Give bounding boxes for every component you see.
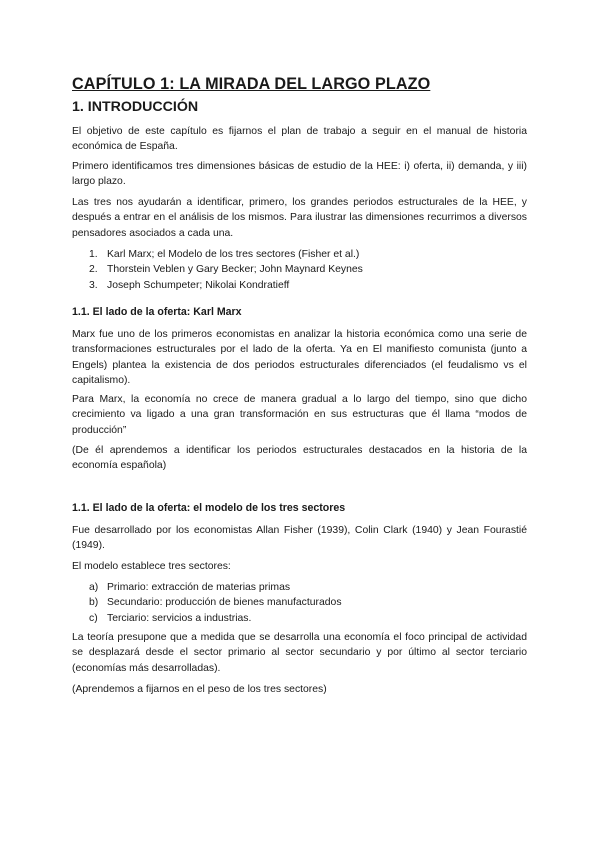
sectors-list [72,580,527,626]
list-marker: c) [89,612,98,624]
list-item-text: Terciario: servicios a industrias. [107,612,252,624]
list-marker: a) [89,582,99,593]
sectors-paragraph: El modelo establece tres sectores: [72,561,231,572]
list-item-text: Joseph Schumpeter; Nikolai Kondratieff [107,279,290,291]
marx-paragraph: Para Marx, la economía no crece de manera gradual a lo largo del tiempo, sino que dicho crecimiento va ligado a una gran transformación en sus estructuras que él llama “modos de producción” [72,394,527,436]
subsection-title-marx: 1.1. El lado de la oferta: Karl Marx [72,306,242,318]
thinkers-list [72,247,527,293]
list-item [72,580,527,595]
list-item-text: Secundario: producción de bienes manufacturados [107,597,342,609]
list-marker: 1. [89,249,98,260]
intro-paragraph: Las tres nos ayudarán a identificar, primero, los grandes periodos estructurales de la HEE, y después a entrar en el análisis de los mismos. Para ilustrar las dimensiones recurrimos a diversos pensadores asociados a cada una. [72,197,527,239]
subsection-title-sectors: 1.1. El lado de la oferta: el modelo de los tres sectores [72,502,346,514]
list-item [72,595,527,610]
list-marker: 3. [89,279,98,291]
sectors-paragraph: La teoría presupone que a medida que se desarrolla una economía el foco principal de actividad se desplazará desde el sector primario al sector secundario y por último al sector terciario (economías más desarrolladas). [72,632,527,674]
list-item [72,611,527,626]
list-item-text: Karl Marx; el Modelo de los tres sectores (Fisher et al.) [107,249,360,260]
intro-paragraph: El objetivo de este capítulo es fijarnos el plan de trabajo a seguir en el manual de historia económica de España. [72,126,527,153]
marx-paragraph: (De él aprendemos a identificar los periodos estructurales destacados en la historia de la economía española) [72,445,527,472]
sectors-paragraph: Fue desarrollado por los economistas Allan Fisher (1939), Colin Clark (1940) y Jean Fourastié (1949). [72,525,527,552]
list-item [72,278,527,293]
list-item-text: Primario: extracción de materias primas [107,582,291,593]
list-item-text: Thorstein Veblen y Gary Becker; John Maynard Keynes [107,264,363,276]
intro-paragraph: Primero identificamos tres dimensiones básicas de estudio de la HEE: i) oferta, ii) demanda, y iii) largo plazo. [72,161,527,188]
section-title: 1. INTRODUCCIÓN [72,99,199,115]
chapter-title: CAPÍTULO 1: LA MIRADA DEL LARGO PLAZO [72,75,431,93]
marx-paragraph: Marx fue uno de los primeros economistas en analizar la historia económica como una serie de transformaciones estructurales por el lado de la oferta. Ya en El manifiesto comunista (junto a Engels) plantea la existencia de dos periodos estructurales diferenciados (el feudalismo vs el capitalismo). [72,329,527,387]
sectors-paragraph: (Aprendemos a fijarnos en el peso de los tres sectores) [72,684,327,695]
list-marker: 2. [89,264,98,276]
list-item [72,247,527,262]
list-marker: b) [89,597,99,609]
list-item [72,262,527,277]
